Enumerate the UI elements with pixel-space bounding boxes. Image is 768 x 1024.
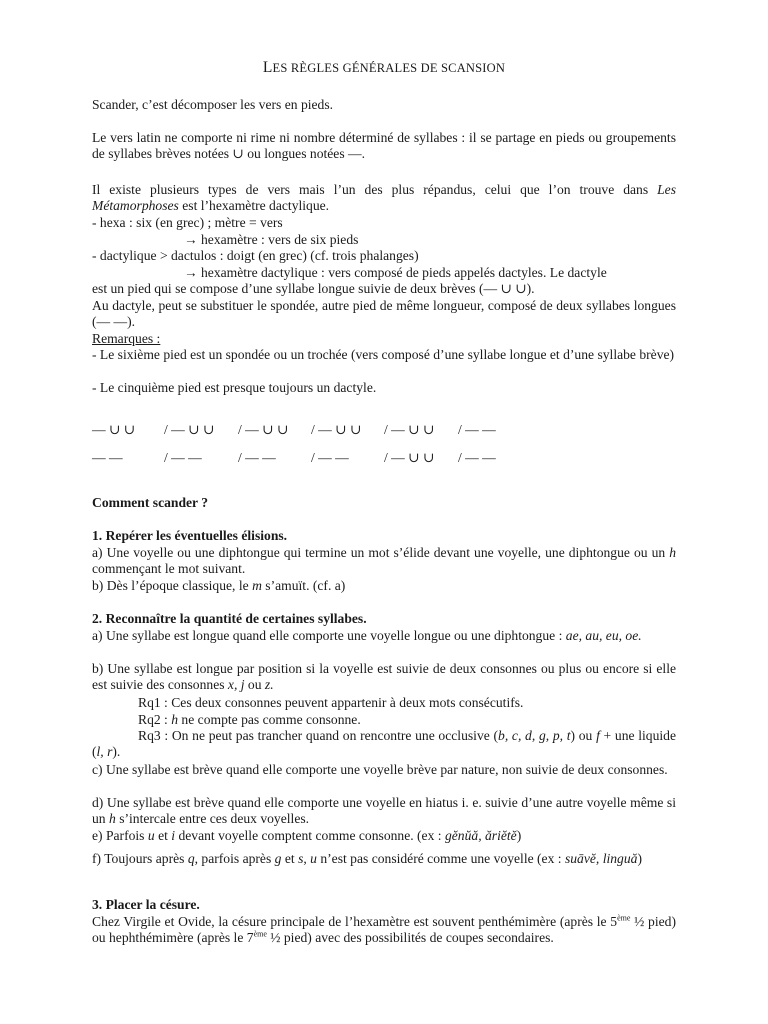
s2a-text: a) Une syllabe est longue quand elle comporte une voyelle longue ou une diphtongue :	[92, 628, 566, 643]
rq3-text-d: ).	[112, 744, 121, 760]
rq3-occlusives: b, c, d, g, p, t	[498, 728, 571, 743]
rq2-text: ne compte pas comme consonne.	[178, 712, 361, 727]
remarque-cinquieme-pied: - Le cinquième pied est presque toujours un dactyle.	[92, 380, 377, 395]
s2b-consonants: x, j	[227, 677, 245, 693]
s2d-text-1: d) Une syllabe est brève quand elle comporte une voyelle en hiatus i. e. suivie d’une autre voyelle même si un	[92, 795, 676, 827]
section-1-heading: 1. Repérer les éventuelles élisions.	[92, 528, 288, 543]
s2f-letter-s: s	[298, 851, 304, 866]
remark-rq1: Rq1 : Ces deux consonnes peuvent appartenir à deux mots consécutifs.	[138, 695, 524, 710]
s3-text-1: Chez Virgile et Ovide, la césure principale de l’hexamètre est souvent penthémimère (après le 5	[92, 914, 618, 929]
s2f-text-2: , parfois après	[194, 851, 275, 866]
section-2-heading: 2. Reconnaître la quantité de certaines syllabes.	[92, 611, 367, 626]
s2e-et: et	[154, 828, 172, 843]
line-hexametre-dactylique: → hexamètre dactylique : vers composé de pieds appelés dactyles. Le dactyle	[184, 265, 607, 280]
section-2-item-c: c) Une syllabe est brève quand elle comporte une voyelle brève par nature, non suivie de deux consonnes.	[92, 762, 668, 777]
p2-text-b: est l’hexamètre dactylique.	[178, 198, 330, 214]
section-1-item-b	[92, 578, 676, 594]
s2f-examples: suāvĕ, linguă	[564, 851, 638, 866]
scheme-foot-5: / — ∪ ∪	[384, 450, 435, 465]
paragraph-spondee: Au dactyle, peut se substituer le spondée, autre pied de même longueur, composé de deux syllabes longues (— —).	[92, 298, 676, 330]
s3-text-2: ½ pied) ou hephthémimère (après le 7	[92, 914, 676, 946]
paragraph-types-de-vers	[92, 182, 676, 215]
p2-text-a: Il existe plusieurs types de vers mais l’un des plus répandus, celui que l’on trouve dans	[92, 182, 658, 197]
remark-rq3	[92, 728, 676, 761]
scheme-foot-1: — ∪ ∪	[92, 422, 136, 437]
s1a-text-1: a) Une voyelle ou une diphtongue qui termine un mot s’élide devant une voyelle, une diphtongue ou un	[92, 545, 670, 560]
remarque-sixieme-pied: - Le sixième pied est un spondée ou un trochée (vers composé d’une syllabe longue et d’une syllabe brève)	[92, 347, 675, 362]
paragraph-vers-latin: Le vers latin ne comporte ni rime ni nombre déterminé de syllabes : il se partage en pieds ou groupements de syllabes brèves notées ∪ ou longues notées —.	[92, 130, 676, 162]
scheme-foot-6: / — —	[458, 450, 496, 465]
s2e-text-2: devant voyelle comptent comme consonne. (ex :	[175, 828, 445, 843]
s2f-text-6: )	[637, 851, 642, 866]
scheme-foot-4: / — ∪ ∪	[311, 422, 362, 437]
scheme-foot-3: / — —	[238, 450, 276, 465]
heading-comment-scander: Comment scander ?	[92, 495, 209, 510]
s2d-text-2: s’intercale entre ces deux voyelles.	[115, 811, 310, 827]
s2e-text-1: e) Parfois	[92, 828, 148, 843]
line-hexa: - hexa : six (en grec) ; mètre = vers	[92, 215, 283, 230]
section-1-item-a	[92, 545, 676, 578]
title-initial: L	[262, 59, 273, 76]
line-dactylique: - dactylique > dactulos : doigt (en grec) (cf. trois phalanges)	[92, 248, 419, 263]
scheme-foot-2: / — ∪ ∪	[164, 422, 215, 437]
page-title	[92, 60, 676, 76]
scheme-row-dactyles	[92, 422, 676, 440]
line-hexametre: → hexamètre : vers de six pieds	[184, 232, 359, 247]
scheme-foot-1: — —	[92, 450, 123, 465]
section-2-item-f	[92, 851, 676, 867]
s1b-text-1: b) Dès l’époque classique, le	[92, 578, 253, 593]
s2f-text-3: et	[281, 851, 299, 866]
p2-italic-title: Les Métamorphoses	[92, 182, 676, 214]
remark-rq2	[92, 712, 722, 728]
intro-paragraph: Scander, c’est décomposer les vers en pieds.	[92, 97, 334, 112]
s2e-letter-u: u	[147, 828, 155, 843]
scheme-foot-2: / — —	[164, 450, 202, 465]
remarques-heading: Remarques :	[92, 331, 161, 346]
s1b-text-2: s’amuït. (cf. a)	[261, 578, 346, 593]
scheme-foot-6: / — —	[458, 422, 496, 437]
s2f-letter-u: u	[310, 851, 317, 866]
s2f-text-1: f) Toujours après	[92, 851, 188, 866]
s2e-examples: gĕnŭă, ăriĕtĕ	[444, 828, 517, 843]
s2b-z: z.	[264, 677, 274, 693]
section-2-item-e	[92, 828, 676, 844]
rq3-text-c: + une liquide (	[92, 728, 677, 760]
rq3-liquids: l, r	[96, 744, 113, 760]
s2b-ou: ou	[244, 677, 265, 693]
section-3-heading: 3. Placer la césure.	[92, 897, 200, 912]
section-3-paragraph	[92, 914, 676, 947]
s2d-letter-h: h	[109, 811, 116, 827]
s1a-letter-h: h	[669, 545, 676, 560]
section-2-item-b	[92, 661, 676, 694]
scheme-foot-4: / — —	[311, 450, 349, 465]
section-2-item-a	[92, 628, 676, 644]
s2f-letter-g: g	[274, 851, 282, 866]
scheme-row-spondees	[92, 450, 676, 468]
s1b-letter-m: m	[252, 578, 262, 593]
rq2-letter-h: h	[171, 712, 179, 727]
s1a-text-2: commençant le mot suivant.	[92, 561, 246, 577]
s2e-letter-i: i	[171, 828, 176, 843]
s2f-text-5: n’est pas considéré comme une voyelle (ex :	[316, 851, 565, 866]
s3-text-3: ½ pied) avec des possibilités de coupes secondaires.	[266, 930, 554, 946]
rq3-text-b: ) ou	[570, 728, 597, 743]
title-smallcaps: ES RÈGLES GÉNÉRALES DE SCANSION	[272, 61, 506, 75]
rq3-text-a: Rq3 : On ne peut pas trancher quand on rencontre une occlusive (	[138, 728, 499, 743]
rq2-label: Rq2 :	[138, 712, 172, 727]
s2f-letter-q: q	[187, 851, 195, 866]
s3-superscript-2: ème	[253, 929, 267, 939]
s3-superscript-1: ème	[617, 913, 631, 923]
s2e-text-3: )	[516, 828, 522, 843]
s2a-diphthongs: ae, au, eu, oe.	[565, 628, 642, 643]
scheme-foot-5: / — ∪ ∪	[384, 422, 435, 437]
line-dactyle-def: est un pied qui se compose d’une syllabe longue suivie de deux brèves (— ∪ ∪).	[92, 281, 535, 296]
rq3-letter-f: f	[596, 728, 600, 743]
section-2-item-d	[92, 795, 676, 828]
scheme-foot-3: / — ∪ ∪	[238, 422, 289, 437]
s2f-text-4: ,	[303, 851, 311, 866]
s2b-text: b) Une syllabe est longue par position si la voyelle est suivie de deux consonnes ou plus ou encore si elle est suivie des consonnes	[92, 661, 676, 693]
